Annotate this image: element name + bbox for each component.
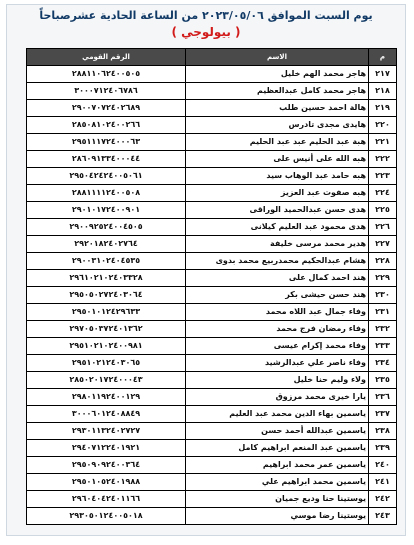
student-name-cell: يوستينا حنا وديع جميان [186,491,369,508]
student-name-cell: هشام عبدالحكيم محمدربيع محمد بدوى [186,253,369,270]
row-number-cell: ٢٣٣ [369,338,397,355]
student-name-cell: يارا خيرى محمد مرزوق [186,389,369,406]
column-header-name: الاسم [186,49,369,66]
national-id-cell: ٢٩٦١٠٢١٠٢٤٠٣٣٢٨ [27,270,186,287]
national-id-cell: ٢٩٥١٠٢١٢٤٠٣٠٦٥ [27,355,186,372]
national-id-cell: ٢٩٢٠١٨٢٤٠٢٧٦٤ [27,236,186,253]
exam-schedule-title: يوم السبت الموافق ٢٠٢٣/٠٥/٠٦ من الساعة الحادية عشرصباحاً [39,9,373,22]
table-row [27,117,397,134]
row-number-cell: ٢٣٦ [369,389,397,406]
national-id-cell: ٢٨٦٠٩١٣٣٤٠٠٠٤٤ [27,151,186,168]
national-id-cell: ٢٩٠٠٩٢٥٢٤٠٠٤٥٠٥ [27,219,186,236]
national-id-cell: ٢٩٥١١١٧٢٤٠٠٠٦٣ [27,134,186,151]
row-number-cell: ٢٢٠ [369,117,397,134]
table-row [27,287,397,304]
row-number-cell: ٢٢٨ [369,253,397,270]
national-id-cell: ٢٩٥٠١٠٥٢٤٠١٩٨٨ [27,474,186,491]
row-number-cell: ٢٣٨ [369,423,397,440]
table-row [27,491,397,508]
table-row [27,304,397,321]
national-id-cell: ٢٨٥٠٨١٠٢٤٠٠٢٦٦ [27,117,186,134]
table-row [27,389,397,406]
national-id-cell: ٢٩٧٠٥٠٣٧٢٤٠١٣٦٢ [27,321,186,338]
column-header-national-id: الرقم القومي [27,49,186,66]
row-number-cell: ٢٤٣ [369,508,397,525]
table-row [27,372,397,389]
national-id-cell: ٢٩٥٠٩٠٩٢٤٠٠٣٦٤ [27,457,186,474]
student-name-cell: يوستينا رضا موسي [186,508,369,525]
table-row [27,474,397,491]
student-name-cell: هايدى مجدى تادرس [186,117,369,134]
row-number-cell: ٢٢٤ [369,185,397,202]
table-row [27,440,397,457]
table-row [27,202,397,219]
national-id-cell: ٢٩٣٠٥٠١٢٤٠٠٥٠١٨ [27,508,186,525]
student-name-cell: هدير محمد مرسى خليفة [186,236,369,253]
national-id-cell: ٢٩٠١٠١٧٢٤٠٠٩٠١ [27,202,186,219]
row-number-cell: ٢٢٧ [369,236,397,253]
row-number-cell: ٢١٨ [369,83,397,100]
national-id-cell: ٢٩٠٠٧٠٧٢٤٠٢٦٨٩ [27,100,186,117]
national-id-cell: ٢٨٥٠٢٠١٧٢٤٠٠٠٤٣ [27,372,186,389]
table-row [27,321,397,338]
table-row [27,338,397,355]
row-number-cell: ٢٣٧ [369,406,397,423]
subject-subtitle: ( بيولوجي ) [171,25,241,39]
table-row [27,66,397,83]
table-row [27,236,397,253]
national-id-cell: ٢٩٥١٠٢١٠٢٤٠٠٩٨١ [27,338,186,355]
national-id-cell: ٢٩٣٠١١٣٢٤٠٢٧٢٧ [27,423,186,440]
students-table [26,48,397,525]
student-name-cell: هالة احمد حسين طلب [186,100,369,117]
student-name-cell: هدى محمود عبد العليم كيلانى [186,219,369,236]
table-body [27,66,397,525]
student-name-cell: وفاء محمد إكرام عيسى [186,338,369,355]
row-number-cell: ٢٣٤ [369,355,397,372]
national-id-cell: ٢٨٨١١١١٢٤٠٠٥٠٨ [27,185,186,202]
row-number-cell: ٢٢٣ [369,168,397,185]
student-name-cell: هبه حامد عبد الوهاب سيد [186,168,369,185]
row-number-cell: ٢٢٩ [369,270,397,287]
student-name-cell: ياسمين محمد ابراهيم علي [186,474,369,491]
table-row [27,83,397,100]
row-number-cell: ٢٢٥ [369,202,397,219]
student-name-cell: ياسمين بهاء الدين محمد عبد العليم [186,406,369,423]
student-name-cell: وفاء رمضان فرج محمد [186,321,369,338]
row-number-cell: ٢١٧ [369,66,397,83]
national-id-cell: ٣٠٠٠٦٠١٢٤٠٨٨٤٩ [27,406,186,423]
row-number-cell: ٢١٩ [369,100,397,117]
national-id-cell: ٢٨٨١١٠٦٢٤٠٠٥٠٥ [27,66,186,83]
table-header-row [27,49,397,66]
student-name-cell: هند حسن حيشى بكر [186,287,369,304]
national-id-cell: ٢٩٥٠٥٠٢٧٢٤٠٣٠٦٤ [27,287,186,304]
row-number-cell: ٢٣١ [369,304,397,321]
table-row [27,134,397,151]
table-row [27,406,397,423]
student-name-cell: هاجر محمد كامل عبدالعظيم [186,83,369,100]
student-name-cell: هدى حسن عبدالحميد الوراقى [186,202,369,219]
student-name-cell: وفاء جمال عبد اللاه محمد [186,304,369,321]
document-frame [6,4,406,536]
row-number-cell: ٢٣٩ [369,440,397,457]
student-name-cell: ياسمين عمر محمد ابراهيم [186,457,369,474]
national-id-cell: ٣٠٠٠٧١٢٤٠٦٧٨٦ [27,83,186,100]
table-row [27,457,397,474]
column-header-number: م [369,49,397,66]
table-row [27,270,397,287]
table-row [27,100,397,117]
student-name-cell: هاجر محمد الهم خليل [186,66,369,83]
national-id-cell: ٢٩٦٠٤٠٤٢٤٠١١٦٦ [27,491,186,508]
student-name-cell: وفاء ناصر علي عبدالرشيد [186,355,369,372]
student-name-cell: هبه الله على أنيس على [186,151,369,168]
student-name-cell: ولاء وليم حنا خليل [186,372,369,389]
student-name-cell: ياسمين عبدالله أحمد حسن [186,423,369,440]
row-number-cell: ٢٢٢ [369,151,397,168]
national-id-cell: ٢٩٨٠١١٩٢٤٠٠١٢٩ [27,389,186,406]
row-number-cell: ٢٣٠ [369,287,397,304]
national-id-cell: ٢٩٤٠٧١٢٢٤٠١٩٢١ [27,440,186,457]
student-name-cell: هبة عبد الحليم عبد عبد الحليم [186,134,369,151]
table-row [27,219,397,236]
student-name-cell: هبه صفوت عبد العزيز [186,185,369,202]
row-number-cell: ٢٤٢ [369,491,397,508]
row-number-cell: ٢٢١ [369,134,397,151]
table-row [27,355,397,372]
row-number-cell: ٢٣٢ [369,321,397,338]
table-row [27,508,397,525]
row-number-cell: ٢٤٠ [369,457,397,474]
row-number-cell: ٢٣٥ [369,372,397,389]
row-number-cell: ٢٢٦ [369,219,397,236]
table-row [27,185,397,202]
table-row [27,168,397,185]
row-number-cell: ٢٤١ [369,474,397,491]
student-name-cell: ياسمين عبد المنعم ابراهيم كامل [186,440,369,457]
national-id-cell: ٢٩٠٠٣١٠٢٤٠٤٥٣٥ [27,253,186,270]
national-id-cell: ٢٩٥٠٤٢٤٢٤٠٠٥٠٦١ [27,168,186,185]
table-row [27,423,397,440]
student-name-cell: هند احمد كمال على [186,270,369,287]
national-id-cell: ٢٩٥٠١٠١٢٤٢٩٦٣٣ [27,304,186,321]
table-row [27,253,397,270]
table-row [27,151,397,168]
